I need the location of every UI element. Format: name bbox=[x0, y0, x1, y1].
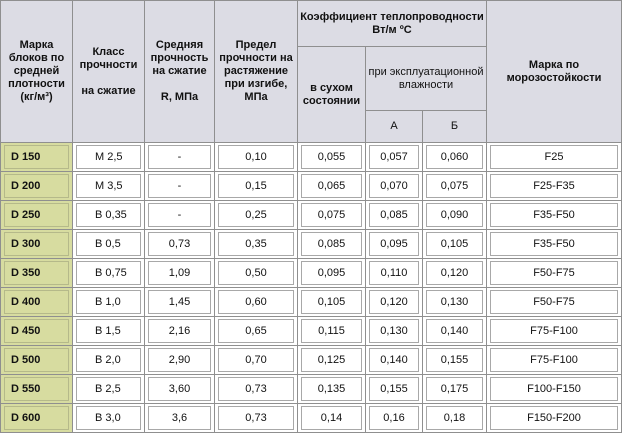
cell-strength-class-value: В 3,0 bbox=[76, 406, 141, 430]
cell-thermal-b-value: 0,18 bbox=[426, 406, 483, 430]
cell-avg-strength bbox=[145, 288, 215, 317]
cell-thermal-dry-value: 0,095 bbox=[301, 261, 362, 285]
cell-avg-strength-value: 3,60 bbox=[148, 377, 211, 401]
cell-thermal-dry bbox=[298, 230, 366, 259]
cell-thermal-dry bbox=[298, 317, 366, 346]
cell-thermal-dry-value: 0,055 bbox=[301, 145, 362, 169]
header-density-grade: Марка блоков по средней плотности (кг/м³) bbox=[1, 1, 73, 143]
cell-thermal-a-value: 0,155 bbox=[369, 377, 419, 401]
cell-strength-class bbox=[73, 346, 145, 375]
cell-thermal-a bbox=[366, 375, 423, 404]
header-bending-strength: Предел прочности на растяжение при изгибе, МПа bbox=[215, 1, 298, 143]
cell-strength-class bbox=[73, 143, 145, 172]
cell-frost-grade bbox=[487, 288, 622, 317]
cell-avg-strength bbox=[145, 259, 215, 288]
cell-bending-strength bbox=[215, 375, 298, 404]
cell-thermal-a bbox=[366, 230, 423, 259]
cell-thermal-b bbox=[423, 230, 487, 259]
cell-bending-strength-value: 0,60 bbox=[218, 290, 294, 314]
cell-thermal-b-value: 0,120 bbox=[426, 261, 483, 285]
cell-thermal-b-value: 0,140 bbox=[426, 319, 483, 343]
cell-frost-grade-value: F50-F75 bbox=[490, 290, 618, 314]
cell-thermal-a bbox=[366, 201, 423, 230]
header-avg-strength-line2: R, МПа bbox=[160, 91, 199, 103]
cell-thermal-b bbox=[423, 143, 487, 172]
cell-density-grade-value: D 550 bbox=[4, 377, 69, 401]
table-row bbox=[1, 143, 622, 172]
cell-bending-strength bbox=[215, 201, 298, 230]
cell-avg-strength-value: 2,90 bbox=[148, 348, 211, 372]
cell-density-grade-value: D 400 bbox=[4, 290, 69, 314]
cell-thermal-dry-value: 0,135 bbox=[301, 377, 362, 401]
cell-thermal-a-value: 0,140 bbox=[369, 348, 419, 372]
cell-frost-grade bbox=[487, 172, 622, 201]
cell-thermal-dry bbox=[298, 375, 366, 404]
cell-thermal-b-value: 0,075 bbox=[426, 174, 483, 198]
cell-strength-class-value: В 0,5 bbox=[76, 232, 141, 256]
cell-avg-strength bbox=[145, 143, 215, 172]
cell-bending-strength bbox=[215, 259, 298, 288]
cell-thermal-b bbox=[423, 317, 487, 346]
cell-frost-grade-value: F35-F50 bbox=[490, 232, 618, 256]
cell-thermal-dry-value: 0,115 bbox=[301, 319, 362, 343]
cell-bending-strength-value: 0,25 bbox=[218, 203, 294, 227]
cell-thermal-dry-value: 0,125 bbox=[301, 348, 362, 372]
cell-thermal-dry bbox=[298, 346, 366, 375]
header-sub-b: Б bbox=[423, 111, 487, 143]
cell-strength-class-value: В 1,5 bbox=[76, 319, 141, 343]
cell-frost-grade-value: F50-F75 bbox=[490, 261, 618, 285]
cell-bending-strength bbox=[215, 404, 298, 433]
cell-density-grade-value: D 200 bbox=[4, 174, 69, 198]
cell-strength-class-value: М 3,5 bbox=[76, 174, 141, 198]
cell-frost-grade-value: F75-F100 bbox=[490, 348, 618, 372]
cell-density-grade bbox=[1, 230, 73, 259]
cell-thermal-dry-value: 0,105 bbox=[301, 290, 362, 314]
cell-thermal-a bbox=[366, 317, 423, 346]
cell-density-grade-value: D 450 bbox=[4, 319, 69, 343]
cell-bending-strength-value: 0,73 bbox=[218, 377, 294, 401]
cell-thermal-b bbox=[423, 375, 487, 404]
table-row bbox=[1, 317, 622, 346]
cell-avg-strength-value: - bbox=[148, 145, 211, 169]
cell-thermal-a-value: 0,070 bbox=[369, 174, 419, 198]
cell-density-grade bbox=[1, 404, 73, 433]
cell-density-grade bbox=[1, 143, 73, 172]
table-row bbox=[1, 201, 622, 230]
cell-frost-grade bbox=[487, 143, 622, 172]
cell-density-grade bbox=[1, 259, 73, 288]
cell-thermal-dry bbox=[298, 172, 366, 201]
cell-frost-grade bbox=[487, 230, 622, 259]
cell-avg-strength bbox=[145, 201, 215, 230]
cell-density-grade-value: D 250 bbox=[4, 203, 69, 227]
cell-frost-grade bbox=[487, 317, 622, 346]
header-avg-strength bbox=[145, 1, 215, 143]
cell-frost-grade bbox=[487, 201, 622, 230]
cell-bending-strength bbox=[215, 143, 298, 172]
cell-density-grade-value: D 600 bbox=[4, 406, 69, 430]
cell-thermal-b bbox=[423, 259, 487, 288]
cell-thermal-dry-value: 0,065 bbox=[301, 174, 362, 198]
cell-thermal-b bbox=[423, 404, 487, 433]
cell-density-grade-value: D 350 bbox=[4, 261, 69, 285]
cell-density-grade bbox=[1, 288, 73, 317]
cell-thermal-dry-value: 0,075 bbox=[301, 203, 362, 227]
cell-density-grade bbox=[1, 346, 73, 375]
cell-frost-grade-value: F25 bbox=[490, 145, 618, 169]
cell-frost-grade bbox=[487, 346, 622, 375]
cell-thermal-b bbox=[423, 288, 487, 317]
cell-thermal-dry bbox=[298, 259, 366, 288]
cell-density-grade bbox=[1, 317, 73, 346]
cell-bending-strength bbox=[215, 288, 298, 317]
cell-thermal-b-value: 0,155 bbox=[426, 348, 483, 372]
cell-frost-grade-value: F75-F100 bbox=[490, 319, 618, 343]
cell-avg-strength-value: 1,09 bbox=[148, 261, 211, 285]
cell-thermal-b bbox=[423, 172, 487, 201]
cell-density-grade bbox=[1, 375, 73, 404]
cell-thermal-dry bbox=[298, 201, 366, 230]
cell-density-grade bbox=[1, 201, 73, 230]
cell-frost-grade-value: F35-F50 bbox=[490, 203, 618, 227]
cell-strength-class bbox=[73, 259, 145, 288]
cell-strength-class bbox=[73, 375, 145, 404]
cell-avg-strength-value: 2,16 bbox=[148, 319, 211, 343]
header-sub-a: А bbox=[366, 111, 423, 143]
cell-density-grade-value: D 150 bbox=[4, 145, 69, 169]
cell-frost-grade-value: F150-F200 bbox=[490, 406, 618, 430]
cell-thermal-b-value: 0,175 bbox=[426, 377, 483, 401]
header-frost-grade: Марка по морозостойкости bbox=[487, 1, 622, 143]
cell-bending-strength-value: 0,50 bbox=[218, 261, 294, 285]
cell-thermal-dry bbox=[298, 404, 366, 433]
header-strength-class-line2: на сжатие bbox=[81, 84, 136, 97]
header-strength-class bbox=[73, 1, 145, 143]
cell-thermal-a-value: 0,130 bbox=[369, 319, 419, 343]
cell-thermal-b bbox=[423, 346, 487, 375]
cell-avg-strength bbox=[145, 404, 215, 433]
cell-bending-strength-value: 0,15 bbox=[218, 174, 294, 198]
table-row bbox=[1, 259, 622, 288]
cell-avg-strength-value: 1,45 bbox=[148, 290, 211, 314]
cell-bending-strength bbox=[215, 172, 298, 201]
cell-avg-strength bbox=[145, 346, 215, 375]
cell-bending-strength-value: 0,65 bbox=[218, 319, 294, 343]
cell-thermal-a-value: 0,085 bbox=[369, 203, 419, 227]
cell-thermal-b-value: 0,130 bbox=[426, 290, 483, 314]
cell-density-grade-value: D 500 bbox=[4, 348, 69, 372]
cell-bending-strength bbox=[215, 230, 298, 259]
cell-strength-class bbox=[73, 172, 145, 201]
table-row bbox=[1, 404, 622, 433]
table-row bbox=[1, 375, 622, 404]
cell-density-grade bbox=[1, 172, 73, 201]
cell-thermal-a-value: 0,095 bbox=[369, 232, 419, 256]
cell-thermal-a bbox=[366, 143, 423, 172]
cell-thermal-b-value: 0,105 bbox=[426, 232, 483, 256]
cell-avg-strength-value: 3,6 bbox=[148, 406, 211, 430]
table-row bbox=[1, 346, 622, 375]
cell-frost-grade bbox=[487, 375, 622, 404]
cell-thermal-a-value: 0,16 bbox=[369, 406, 419, 430]
cell-density-grade-value: D 300 bbox=[4, 232, 69, 256]
cell-avg-strength bbox=[145, 317, 215, 346]
cell-strength-class-value: В 0,75 bbox=[76, 261, 141, 285]
cell-avg-strength bbox=[145, 172, 215, 201]
cell-strength-class bbox=[73, 230, 145, 259]
cell-avg-strength-value: - bbox=[148, 174, 211, 198]
cell-thermal-b-value: 0,060 bbox=[426, 145, 483, 169]
header-strength-class-line1: Класс прочности bbox=[79, 45, 138, 71]
cell-thermal-a-value: 0,057 bbox=[369, 145, 419, 169]
cell-thermal-a bbox=[366, 288, 423, 317]
cell-strength-class bbox=[73, 404, 145, 433]
header-thermal-group: Коэффициент теплопроводности Вт/м ºС bbox=[298, 1, 487, 47]
table-row bbox=[1, 172, 622, 201]
header-avg-strength-line1: Средняя прочность на сжатие bbox=[150, 39, 209, 77]
table-body bbox=[1, 143, 622, 433]
cell-bending-strength-value: 0,35 bbox=[218, 232, 294, 256]
cell-strength-class-value: В 1,0 bbox=[76, 290, 141, 314]
cell-strength-class-value: В 0,35 bbox=[76, 203, 141, 227]
cell-bending-strength-value: 0,70 bbox=[218, 348, 294, 372]
cell-strength-class-value: М 2,5 bbox=[76, 145, 141, 169]
cell-thermal-b bbox=[423, 201, 487, 230]
cell-bending-strength-value: 0,73 bbox=[218, 406, 294, 430]
cell-thermal-a bbox=[366, 404, 423, 433]
cell-thermal-b-value: 0,090 bbox=[426, 203, 483, 227]
cell-strength-class bbox=[73, 288, 145, 317]
cell-bending-strength-value: 0,10 bbox=[218, 145, 294, 169]
cell-frost-grade bbox=[487, 404, 622, 433]
cell-avg-strength bbox=[145, 230, 215, 259]
cell-avg-strength bbox=[145, 375, 215, 404]
cell-strength-class-value: В 2,5 bbox=[76, 377, 141, 401]
cell-thermal-dry-value: 0,14 bbox=[301, 406, 362, 430]
cell-bending-strength bbox=[215, 317, 298, 346]
cell-bending-strength bbox=[215, 346, 298, 375]
cell-frost-grade bbox=[487, 259, 622, 288]
cell-thermal-dry-value: 0,085 bbox=[301, 232, 362, 256]
header-thermal-operational: при эксплуатационной влажности bbox=[366, 47, 487, 111]
cell-frost-grade-value: F25-F35 bbox=[490, 174, 618, 198]
cell-thermal-dry bbox=[298, 288, 366, 317]
cell-thermal-a bbox=[366, 172, 423, 201]
cell-strength-class-value: В 2,0 bbox=[76, 348, 141, 372]
cell-thermal-dry bbox=[298, 143, 366, 172]
cell-frost-grade-value: F100-F150 bbox=[490, 377, 618, 401]
cell-strength-class bbox=[73, 317, 145, 346]
table-row bbox=[1, 288, 622, 317]
cell-avg-strength-value: - bbox=[148, 203, 211, 227]
cell-thermal-a-value: 0,110 bbox=[369, 261, 419, 285]
cell-avg-strength-value: 0,73 bbox=[148, 232, 211, 256]
cell-thermal-a bbox=[366, 259, 423, 288]
cell-thermal-a bbox=[366, 346, 423, 375]
cell-thermal-a-value: 0,120 bbox=[369, 290, 419, 314]
cell-strength-class bbox=[73, 201, 145, 230]
header-thermal-dry: в сухом состоянии bbox=[298, 47, 366, 143]
table-row bbox=[1, 230, 622, 259]
